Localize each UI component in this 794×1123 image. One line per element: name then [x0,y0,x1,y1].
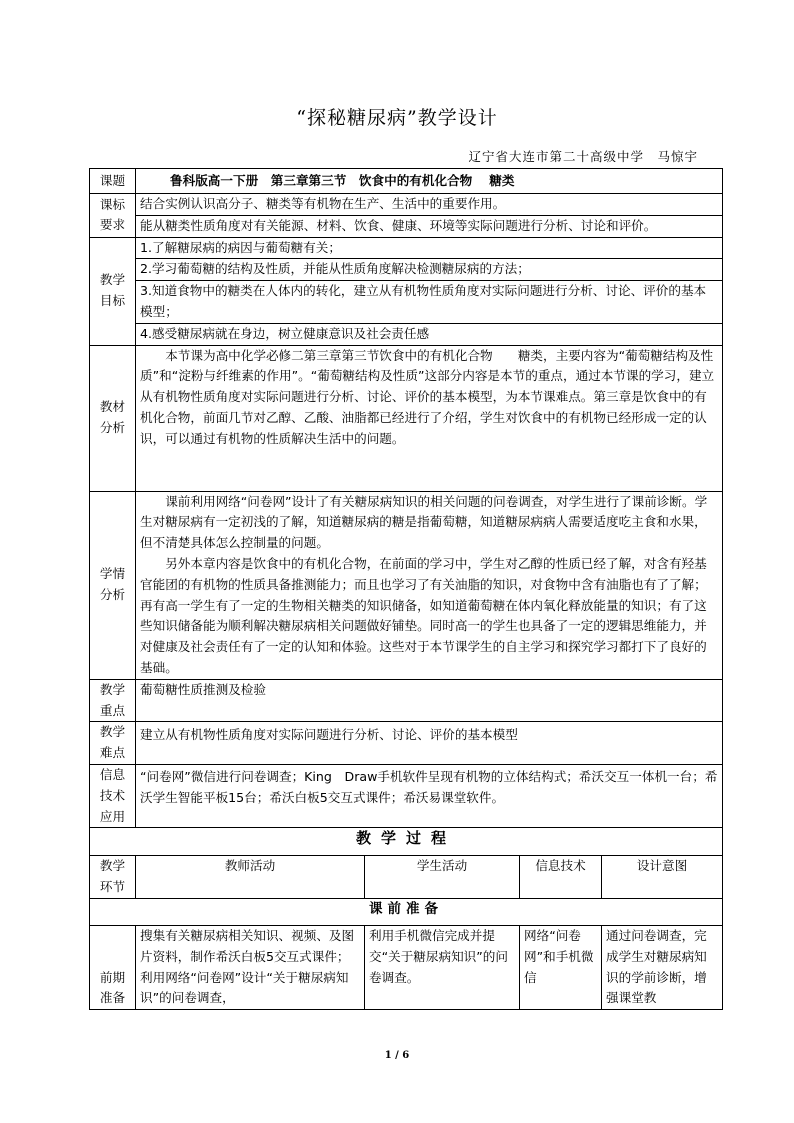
teacher-header: 教师活动 [136,856,365,899]
difficulty-value: 建立从有机物性质角度对实际问题进行分析、讨论、评价的基本模型 [136,722,723,765]
material-text: 本节课为高中化学必修二第三章第三节饮食中的有机化合物 糖类，主要内容为“葡萄糖结构及性质”和“淀粉与纤维素的作用”。“葡萄糖结构及性质”这部分内容是本节的重点，通过本节课的学习，建立从有机物性质角度对实际问题进行分析、讨论、评价的基本模型，为本节课难点。第三章是饮食中的有机化合物，前面几节对乙醇、乙酸、油脂都已经进行了介绍，学生对饮食中的有机物已经形成一定的认识，可以通过有机物的性质解决生活中的问题。 [140,347,715,446]
student-header: 学生活动 [365,856,520,899]
students-content [136,491,723,679]
material-content [136,345,723,491]
goal-item: 1.了解糖尿病的病因与葡萄糖有关； [136,238,722,260]
key-point-row [90,679,723,722]
stage-header: 教学 环节 [90,856,136,899]
tech-value: “问卷网”微信进行问卷调查；King Draw手机软件呈现有机物的立体结构式；希沃交互一体机一台；希沃学生智能平板15台；希沃白板5交互式课件；希沃易课堂软件。 [136,764,723,827]
author-line: 辽宁省大连市第二十高级中学 马惊宇 [468,149,698,164]
goals-label: 教学 目标 [90,237,136,345]
goals-row [90,237,723,345]
tech-label: 信息 技术 应用 [90,764,136,827]
prep-heading-row [90,898,723,925]
difficulty-row [90,722,723,765]
goal-item: 2.学习葡萄糖的结构及性质，并能从性质角度解决检测糖尿病的方法； [136,259,722,281]
lesson-plan-table [89,168,723,1010]
process-heading: 教学过程 [90,828,723,856]
difficulty-label: 教学 难点 [90,722,136,765]
key-point-value: 葡萄糖性质推测及检验 [136,679,723,722]
intent-cell: 通过问卷调查，完成学生对糖尿病知识的学前诊断，增强课堂教 [602,925,723,1009]
page-number: 1 / 6 [384,1050,410,1061]
course-value: 鲁科版高一下册 第三章第三节 饮食中的有机化合物 糖类 [136,169,723,194]
goal-item: 4.感受糖尿病就在身边，树立健康意识及社会责任感 [140,325,430,341]
student-activity: 利用手机微信完成并提交“关于糖尿病知识”的问卷调查。 [365,925,520,1009]
standard-line: 能从糖类性质角度对有关能源、材料、饮食、健康、环境等实际问题进行分析、讨论和评价。 [140,217,657,233]
process-heading-row [90,828,723,856]
it-cell: 网络“问卷网”和手机微信 [520,925,602,1009]
process-header-row [90,856,723,899]
students-paragraph: 课前利用网络“问卷网”设计了有关糖尿病知识的相关问题的问卷调查，对学生进行了课前诊断。学生对糖尿病有一定初浅的了解，知道糖尿病的糖是指葡萄糖，知道糖尿病病人需要适度吃主食和水果，但不清楚具体怎么控制量的问题。 [140,493,708,551]
key-point-label: 教学 重点 [90,679,136,722]
goal-item: 3.知道食物中的糖类在人体内的转化，建立从有机物性质角度对实际问题进行分析、讨论、评价的基本模型； [136,281,722,324]
standard-label: 课标 要求 [90,194,136,238]
teacher-activity: 搜集有关糖尿病相关知识、视频、及图片资料，制作希沃白板5交互式课件；利用网络“问卷网”设计“关于糖尿病知识”的问卷调查， [136,925,365,1009]
students-row [90,491,723,679]
it-header: 信息技术 [520,856,602,899]
material-row [90,345,723,491]
material-label: 教材 分析 [90,345,136,491]
process-row [90,925,723,1009]
goals-content [136,237,723,345]
standard-content [136,194,723,238]
students-label: 学情 分析 [90,491,136,679]
intent-header: 设计意图 [602,856,723,899]
standard-line: 结合实例认识高分子、糖类等有机物在生产、生活中的重要作用。 [136,194,722,216]
course-label: 课题 [90,169,136,194]
course-row [90,169,723,194]
stage-cell: 前期 准备 [90,925,136,1009]
standard-row [90,194,723,238]
tech-row [90,764,723,827]
prep-heading: 课前准备 [90,898,723,925]
students-paragraph: 另外本章内容是饮食中的有机化合物，在前面的学习中，学生对乙醇的性质已经了解，对含有羟基官能团的有机物的性质具备推测能力；而且也学习了有关油脂的知识，对食物中含有油脂也有了了解；再有高一学生有了一定的生物相关糖类的知识储备，如知道葡萄糖在体内氧化释放能量的知识；有了这些知识储备能为顺利解决糖尿病相关问题做好铺垫。同时高一的学生也具备了一定的逻辑思维能力，并对健康及社会责任有了一定的认知和体验。这些对于本节课学生的自主学习和探究学习都打下了良好的基础。 [140,555,707,675]
document-title: “探秘糖尿病”教学设计 [296,107,498,129]
